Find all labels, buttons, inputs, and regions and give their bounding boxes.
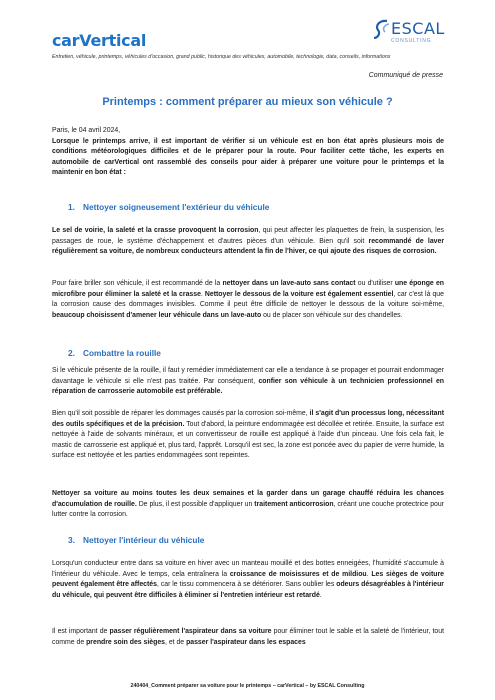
section-1-title: Nettoyer soigneusement l'extérieur du véhicule	[83, 202, 270, 212]
keywords-tagline: Entretien, véhicule, printemps, véhicules d'occasion, grand public, historique des véhicules, automobile, technologie, data, conseils, informations	[52, 54, 391, 60]
bold-run: beaucoup choisissent d'amener leur véhicule dans un lave-auto	[52, 311, 262, 319]
paragraph-text	[52, 489, 444, 521]
intro-lead: Lorsque le printemps arrive, il est important de vérifier si un véhicule est en bon état après plusieurs mois de conditions météorologiques difficiles et de le préparer pour la route. Pour faciliter cette tâche, les experts en automobile de carVertical ont rassemblé des conseils pour aider à préparer une voiture pour le printemps et la maintenir en bon état :	[52, 137, 444, 177]
section-2-title: Combattre la rouille	[83, 348, 161, 358]
section-2-paragraph-3	[52, 489, 444, 521]
section-3-number: 3.	[68, 535, 75, 545]
intro-block	[52, 126, 444, 179]
paragraph-text	[52, 559, 444, 601]
bold-run: Nettoyer sa voiture au moins toutes les deux semaines et la garder dans un garage chauffé réduira les chances d'accumulation de rouille.	[52, 490, 444, 508]
text-run: Pour faire briller son véhicule, il est recommandé de la	[52, 280, 223, 287]
section-3-paragraph-1	[52, 559, 444, 601]
section-1-paragraph-2	[52, 279, 444, 321]
dateline: Paris, le 04 avril 2024,	[52, 127, 121, 134]
section-3-title: Nettoyer l'intérieur du véhicule	[83, 535, 205, 545]
bold-run: prendre soin des sièges	[86, 638, 165, 646]
text-run: De plus, il est possible d'appliquer un	[136, 500, 255, 508]
text-run: .	[319, 591, 322, 599]
escal-subtitle: CONSULTING	[391, 38, 432, 44]
bold-run: nettoyer dans un lave-auto sans contact	[222, 280, 356, 287]
bold-run: une éponge en microfibre pour éliminer la saleté et la crasse	[52, 280, 444, 298]
logo-text-vertical: Vertical	[79, 31, 147, 50]
section-1-heading	[68, 202, 269, 212]
paragraph-text	[52, 366, 444, 398]
section-1-number: 1.	[68, 202, 75, 212]
bold-run: passer régulièrement l'aspirateur dans sa voiture	[109, 628, 272, 635]
text-run: Bien qu'il soit possible de réparer les dommages causés par la corrosion soi-même,	[52, 410, 310, 417]
bold-run: croissance de moisissures et de mildiou	[229, 570, 367, 578]
section-3-paragraph-2	[52, 627, 444, 648]
section-2-paragraph-2	[52, 409, 444, 462]
escal-name: ESCAL	[391, 19, 445, 38]
document-footer: 240404_Comment préparer sa voiture pour le printemps – carVertical – by ESCAL Consulting	[130, 683, 365, 689]
section-2-paragraph-1	[52, 366, 444, 398]
section-2-heading	[68, 348, 161, 358]
paragraph-text	[52, 627, 444, 648]
logo-text-car: car	[52, 31, 80, 50]
press-release-label: Communiqué de presse	[368, 72, 443, 79]
text-run: .	[366, 570, 372, 578]
paragraph-text	[52, 279, 444, 321]
paragraph-text	[52, 409, 444, 462]
text-run: ou d'utiliser	[355, 280, 395, 287]
bold-run: Le sel de voirie, la saleté et la crasse provoquent la corrosion	[52, 227, 259, 234]
text-run: Lorsqu'un conducteur entre dans sa voiture en hiver avec un manteau mouillé et des bottes enneigées, l'humidité s'accumule à l'intérieur du véhicule. Avec le temps, cela entraînera la	[52, 560, 444, 578]
text-run: , car c'est là que la corrosion cause des dommages invisibles. Comme il peut être difficile de nettoyer le dessous de la voiture soi-même,	[52, 290, 444, 309]
text-run: , créant une couche protectrice pour lutter contre la corrosion.	[52, 500, 444, 519]
document-title: Printemps : comment préparer au mieux son véhicule ?	[102, 96, 393, 108]
bold-run: odeurs désagréables à l'intérieur du véhicule, qui peuvent être difficiles à éliminer si l'entretien intérieur est retardé	[52, 581, 444, 599]
bold-run: il s'agit d'un processus long, nécessitant des outils spécifiques et de la précision.	[52, 410, 445, 428]
text-run: Il est important de	[52, 628, 110, 635]
escal-logo	[371, 18, 461, 50]
bold-run: Nettoyer le dessous de la voiture est également essentiel	[204, 290, 394, 298]
section-2-number: 2.	[68, 348, 75, 358]
paragraph-text	[52, 226, 444, 258]
section-3-heading	[68, 535, 204, 545]
bold-run: recommandé de laver régulièrement sa voiture, de nombreux conducteurs attendent la fin de l'hiver, ce qui ajoute des risques de corrosion.	[52, 237, 444, 256]
text-run: .	[200, 290, 205, 298]
text-run: , qui peut affecter les plaquettes de frein, la suspension, les passages de roue, le système d'échappement et d'autres pièces d'un véhicule. Bien qu'il soit	[52, 227, 444, 245]
bold-run: confier son véhicule à un technicien professionnel en réparation de carrosserie automobile est préférable.	[52, 377, 444, 396]
text-run: Si le véhicule présente de la rouille, il faut y remédier immédiatement car elle a tendance à se propager et pourrait endommager davantage le véhicule si elle n'est pas traitée. Par conséquent,	[52, 367, 444, 385]
text-run: , et de	[164, 638, 187, 646]
text-run: pour éliminer tout le sable et la saleté de l'intérieur, tout comme de	[52, 628, 444, 646]
bold-run: passer l'aspirateur dans les espaces	[186, 638, 306, 646]
text-run: , car le tissu commencera à se détériorer. Sans oublier les	[156, 581, 337, 589]
bold-run: traitement anticorrosion	[254, 500, 334, 508]
bold-run: Les sièges de voiture peuvent également être affectés	[52, 570, 444, 589]
escal-mark-icon	[373, 18, 391, 40]
carvertical-logo	[52, 31, 146, 50]
section-1-paragraph-1	[52, 226, 444, 258]
text-run: Tout d'abord, la peinture endommagée est décollée et retirée. Ensuite, la surface est nettoyée à l'aide de solvants minéraux, et un convertisseur de rouille est appliqué à l'aide d'un pinceau. Une fois cela fait, le mastic de carrosserie est appliqué et, plus tard, l'apprêt. Lorsqu'il est sec, la zone est poncée avec du papier de verre humide, la surface est nettoyée et les parties endommagées sont repeintes.	[52, 420, 444, 460]
text-run: ou de placer son véhicule sur des chandelles.	[261, 311, 403, 319]
